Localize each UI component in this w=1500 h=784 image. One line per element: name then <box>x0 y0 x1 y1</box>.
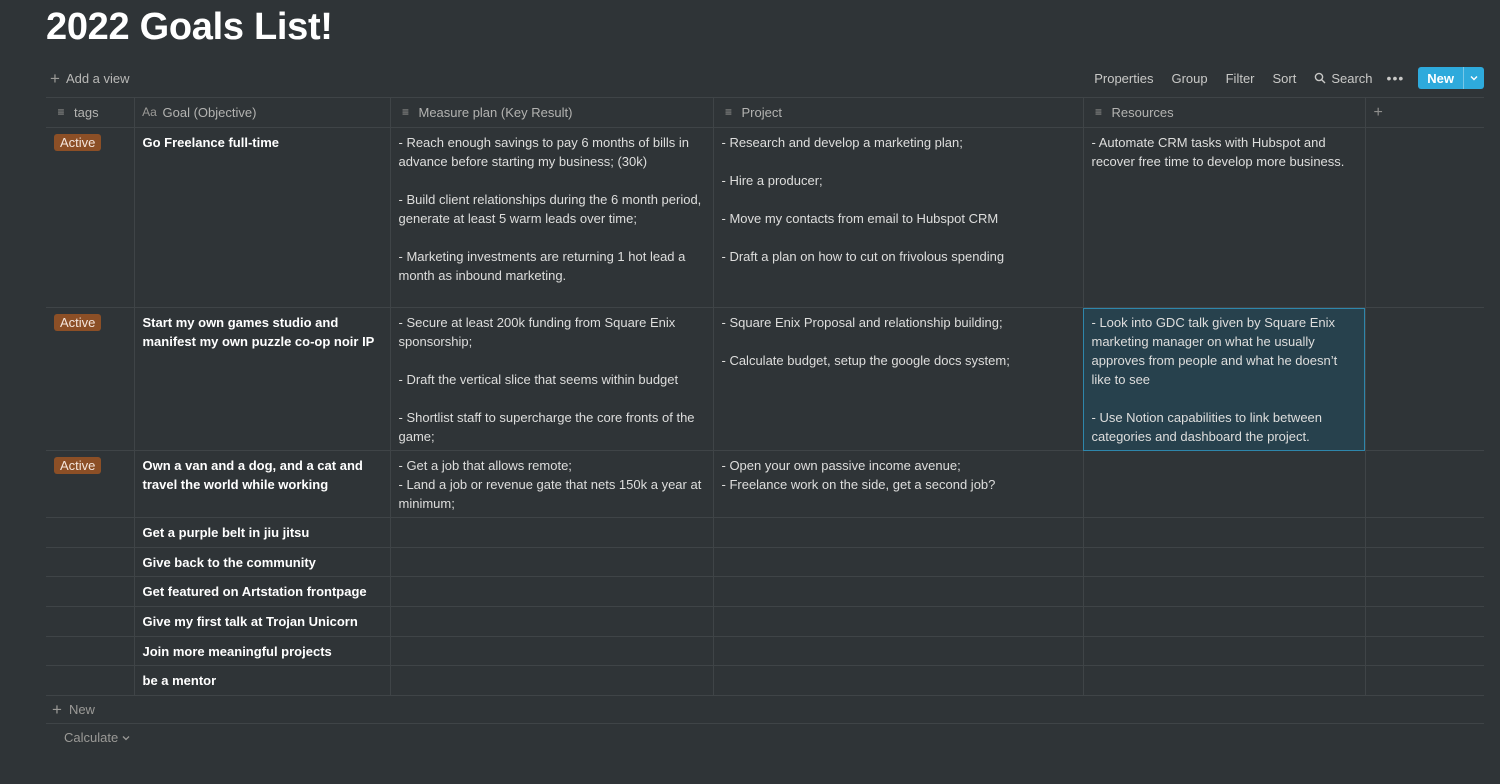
tag-cell[interactable] <box>46 547 134 577</box>
project-cell[interactable] <box>713 518 1083 548</box>
measure-cell[interactable] <box>390 666 713 696</box>
goal-cell[interactable] <box>134 636 390 666</box>
goal-text: Get a purple belt in jiu jitsu <box>142 525 310 540</box>
project-text: - Open your own passive income avenue; - Freelance work on the side, get a second job? <box>721 458 996 492</box>
project-cell[interactable] <box>713 636 1083 666</box>
table-row[interactable] <box>46 547 1484 577</box>
measure-text: - Get a job that allows remote; - Land a job or revenue gate that nets 150k a year at minimum; <box>398 458 702 511</box>
table-row[interactable] <box>46 666 1484 696</box>
list-icon: ≡ <box>57 105 65 119</box>
tag-cell[interactable] <box>46 451 134 518</box>
tag-cell[interactable] <box>46 666 134 696</box>
column-header-tags[interactable] <box>46 98 134 128</box>
empty-cell <box>1365 607 1484 637</box>
column-label: tags <box>74 105 99 120</box>
add-column-button[interactable] <box>1365 98 1484 128</box>
empty-cell <box>1365 577 1484 607</box>
measure-text: - Secure at least 200k funding from Square Enix sponsorship; - Draft the vertical slice that seems within budget - Shortlist staff to supercharge the core fronts of the game; <box>398 315 695 444</box>
add-row-button[interactable] <box>46 696 1484 724</box>
more-options-icon[interactable]: ••• <box>1386 70 1405 86</box>
search-button[interactable] <box>1314 71 1372 86</box>
measure-cell[interactable] <box>390 128 713 308</box>
table-row[interactable] <box>46 308 1484 451</box>
goal-text: Give my first talk at Trojan Unicorn <box>142 614 358 630</box>
chevron-down-icon <box>122 735 130 741</box>
empty-cell <box>1365 128 1484 308</box>
page-title: 2022 Goals List! <box>46 6 333 48</box>
goals-table <box>46 97 1484 696</box>
search-label: Search <box>1331 70 1373 86</box>
column-header-resources[interactable] <box>1083 98 1365 128</box>
project-text: - Research and develop a marketing plan; - Hire a producer; - Move my contacts from email to Hubspot CRM - Draft a plan on how to cut on frivolous spending <box>721 135 1005 264</box>
table-header-row <box>46 98 1484 128</box>
project-cell[interactable] <box>713 128 1083 308</box>
measure-cell[interactable] <box>390 636 713 666</box>
project-cell[interactable] <box>713 666 1083 696</box>
measure-cell[interactable] <box>390 577 713 607</box>
goal-cell[interactable] <box>134 666 390 696</box>
tag-cell[interactable] <box>46 518 134 548</box>
measure-cell[interactable] <box>390 518 713 548</box>
tag-cell[interactable] <box>46 636 134 666</box>
project-cell[interactable] <box>713 308 1083 451</box>
goal-text: be a mentor <box>142 673 217 689</box>
column-label: Measure plan (Key Result) <box>418 105 573 120</box>
add-view-button[interactable] <box>46 70 130 87</box>
add-view-label: Add a view <box>65 70 130 86</box>
tag-cell[interactable] <box>46 128 134 308</box>
goal-cell[interactable] <box>134 607 390 637</box>
column-header-goal[interactable] <box>134 98 390 128</box>
group-button[interactable]: Group <box>1171 70 1208 86</box>
empty-cell <box>1365 636 1484 666</box>
table-row[interactable] <box>46 607 1484 637</box>
column-header-measure[interactable] <box>390 98 713 128</box>
project-text: - Square Enix Proposal and relationship building; - Calculate budget, setup the google docs system; <box>721 315 1010 368</box>
resources-cell-selected[interactable] <box>1083 308 1365 451</box>
search-icon <box>1314 72 1326 84</box>
measure-cell[interactable] <box>390 547 713 577</box>
tag-cell[interactable] <box>46 308 134 451</box>
column-label: Goal (Objective) <box>162 105 257 120</box>
project-cell[interactable] <box>713 607 1083 637</box>
new-dropdown-chevron-icon[interactable] <box>1463 67 1484 89</box>
empty-cell <box>1365 666 1484 696</box>
resources-cell[interactable] <box>1083 607 1365 637</box>
table-row[interactable] <box>46 518 1484 548</box>
filter-button[interactable]: Filter <box>1225 70 1255 86</box>
empty-cell <box>1365 451 1484 518</box>
status-badge: Active <box>54 457 101 474</box>
calculate-button[interactable] <box>64 730 130 745</box>
plus-icon: + <box>52 700 62 719</box>
view-toolbar <box>46 66 1484 90</box>
add-row-label: New <box>68 702 95 717</box>
tag-cell[interactable] <box>46 607 134 637</box>
resources-text: - Automate CRM tasks with Hubspot and recover free time to develop more business. <box>1091 135 1345 169</box>
resources-cell[interactable] <box>1083 451 1365 518</box>
resources-cell[interactable] <box>1083 547 1365 577</box>
new-button[interactable]: New <box>1427 70 1454 86</box>
tag-cell[interactable] <box>46 577 134 607</box>
measure-cell[interactable] <box>390 607 713 637</box>
goal-cell[interactable] <box>134 128 390 308</box>
text-lines-icon: ≡ <box>401 105 409 119</box>
sort-button[interactable]: Sort <box>1272 70 1297 86</box>
empty-cell <box>1365 547 1484 577</box>
text-lines-icon: ≡ <box>724 105 732 119</box>
table-row[interactable] <box>46 128 1484 308</box>
column-label: Project <box>741 105 782 120</box>
empty-cell <box>1365 518 1484 548</box>
table-row[interactable] <box>46 636 1484 666</box>
text-property-icon: Aa <box>142 105 157 119</box>
goal-cell[interactable] <box>134 547 390 577</box>
measure-cell[interactable] <box>390 308 713 451</box>
resources-cell[interactable] <box>1083 577 1365 607</box>
status-badge: Active <box>54 134 101 151</box>
plus-icon: + <box>50 68 60 88</box>
goal-cell[interactable] <box>134 577 390 607</box>
resources-cell[interactable] <box>1083 518 1365 548</box>
goal-cell[interactable] <box>134 451 390 518</box>
goal-text: Join more meaningful projects <box>142 643 332 659</box>
new-button-group <box>1418 67 1484 89</box>
resources-cell[interactable] <box>1083 666 1365 696</box>
goal-text: Start my own games studio and manifest my own puzzle co-op noir IP <box>142 315 375 349</box>
measure-cell[interactable] <box>390 451 713 518</box>
resources-cell[interactable] <box>1083 636 1365 666</box>
goal-text: Go Freelance full-time <box>142 135 280 150</box>
calculate-label: Calculate <box>64 730 119 745</box>
resources-text: - Look into GDC talk given by Square Enix marketing manager on what he usually approves from people and what he doesn’t like to see - Use Notion capabilities to link between categories and dashboard the project. <box>1091 315 1338 444</box>
column-label: Resources <box>1111 105 1174 120</box>
goal-text: Give back to the community <box>142 554 316 570</box>
status-badge: Active <box>54 314 101 331</box>
column-header-project[interactable] <box>713 98 1083 128</box>
goal-text: Own a van and a dog, and a cat and travel the world while working <box>142 458 363 492</box>
text-lines-icon: ≡ <box>1094 105 1102 119</box>
empty-cell <box>1365 308 1484 451</box>
table-row[interactable] <box>46 577 1484 607</box>
goal-text: Get featured on Artstation frontpage <box>142 584 367 600</box>
properties-button[interactable]: Properties <box>1094 70 1154 86</box>
measure-text: - Reach enough savings to pay 6 months of bills in advance before starting my business; (30k) - Build client relationships during the 6 month period, generate at least 5 warm leads over time; - Marketing investments are returning 1 hot lead a month as inbound marketing. <box>398 135 702 283</box>
goal-cell[interactable] <box>134 308 390 451</box>
plus-icon: + <box>1373 104 1383 121</box>
table-row[interactable] <box>46 451 1484 518</box>
project-cell[interactable] <box>713 577 1083 607</box>
resources-cell[interactable] <box>1083 128 1365 308</box>
project-cell[interactable] <box>713 547 1083 577</box>
goal-cell[interactable] <box>134 518 390 548</box>
project-cell[interactable] <box>713 451 1083 518</box>
